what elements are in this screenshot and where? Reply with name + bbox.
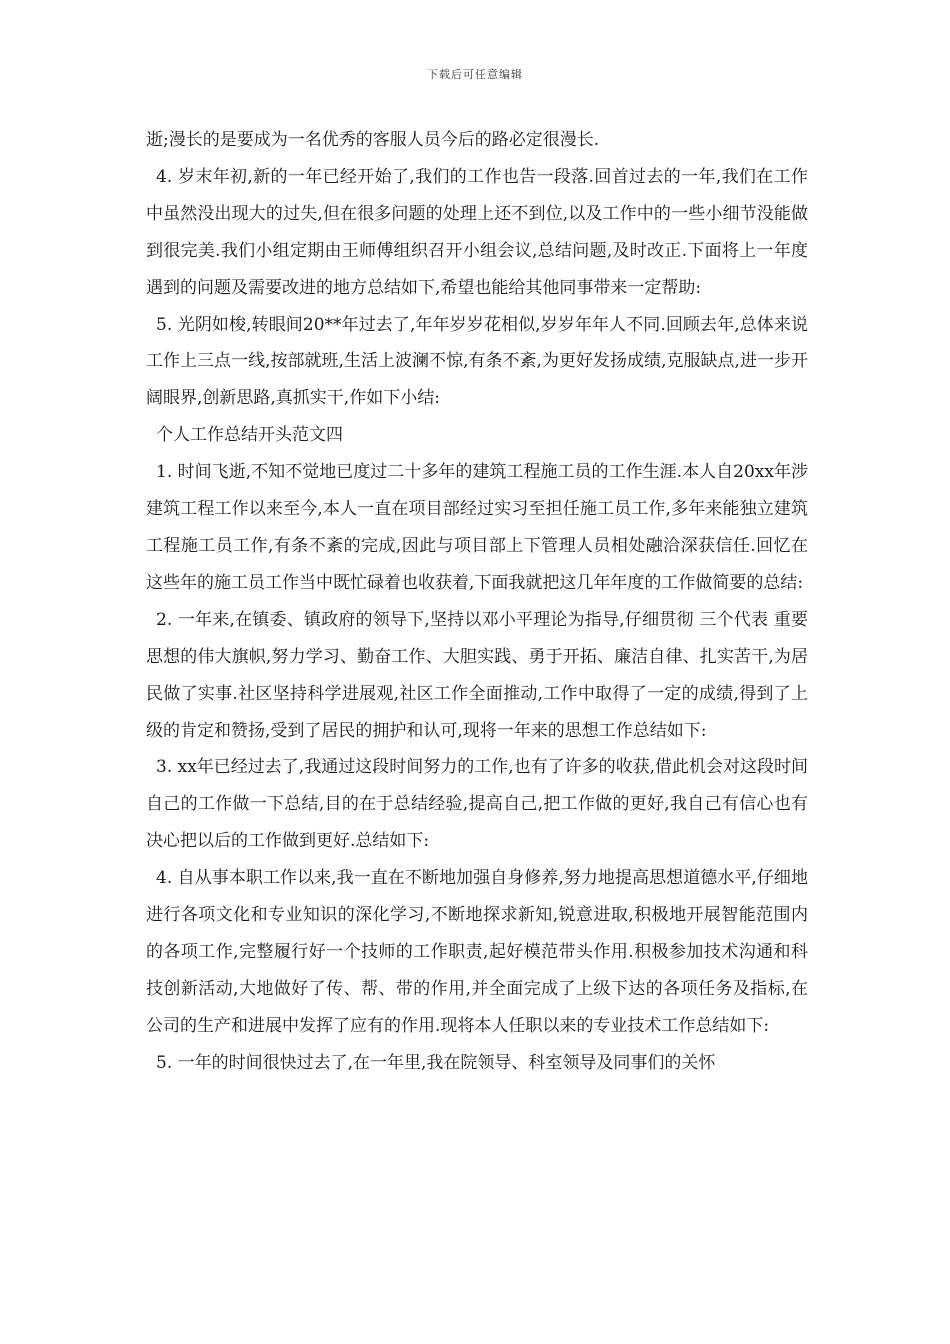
paragraph-continuation: 逝;漫长的是要成为一名优秀的客服人员今后的路必定很漫长. bbox=[146, 130, 600, 150]
section-heading: 个人工作总结开头范文四 bbox=[156, 425, 343, 446]
paragraph-section4-item-1: 1. 时间飞逝,不知不觉地已度过二十多年的建筑工程施工员的工作生涯.本人自20xx年涉建筑工程工作以来至今,本人一直在项目部经过实习至担任施工员工作,多年来能独立建筑工程施工员工作,有条不紊的完成,因此与项目部上下管理人员相处融洽深获信任.回忆在这些年的施工员工作当中既忙碌着也收获着,下面我就把这几年年度的工作做简要的总结: bbox=[146, 462, 808, 593]
document-body bbox=[146, 122, 808, 1082]
paragraph-item-4: 4. 岁末年初,新的一年已经开始了,我们的工作也告一段落.回首过去的一年,我们在工作中虽然没出现大的过失,但在很多问题的处理上还不到位,以及工作中的一些小细节没能做到很完美.我们小组定期由王师傅组织召开小组会议,总结问题,及时改正.下面将上一年度遇到的问题及需要改进的地方总结如下,希望也能给其他同事带来一定帮助: bbox=[146, 166, 808, 298]
page-header-note: 下载后可任意编辑 bbox=[427, 68, 523, 81]
paragraph-section4-item-2: 2. 一年来,在镇委、镇政府的领导下,坚持以邓小平理论为指导,仔细贯彻 三个代表 重要思想的伟大旗帜,努力学习、勤奋工作、大胆实践、勇于开拓、廉洁自律、扎实苦干,为居民做了实事.社区坚持科学进展观,社区工作全面推动,工作中取得了一定的成绩,得到了上级的肯定和赞扬,受到了居民的拥护和认可,现将一年来的思想工作总结如下: bbox=[146, 609, 808, 741]
paragraph-section4-item-4: 4. 自从事本职工作以来,我一直在不断地加强自身修养,努力地提高思想道德水平,仔细地进行各项文化和专业知识的深化学习,不断地探求新知,锐意进取,积极地开展智能范围内的各项工作,完整履行好一个技师的工作职责,起好模范带头作用.积极参加技术沟通和科技创新活动,大地做好了传、帮、带的作用,并全面完成了上级下达的各项任务及指标,在公司的生产和进展中发挥了应有的作用.现将本人任职以来的专业技术工作总结如下: bbox=[146, 868, 808, 1036]
paragraph-section4-item-5: 5. 一年的时间很快过去了,在一年里,我在院领导、科室领导及同事们的关怀 bbox=[156, 1052, 716, 1073]
paragraph-item-5: 5. 光阴如梭,转眼间20**年过去了,年年岁岁花相似,岁岁年年人不同.回顾去年,总体来说工作上三点一线,按部就班,生活上波澜不惊,有条不紊,为更好发扬成绩,克服缺点,进一步开阔眼界,创新思路,真抓实干,作如下小结: bbox=[146, 314, 808, 409]
paragraph-section4-item-3: 3. xx年已经过去了,我通过这段时间努力的工作,也有了许多的收获,借此机会对这段时间自己的工作做一下总结,目的在于总结经验,提高自己,把工作做的更好,我自己有信心也有决心把以后的工作做到更好.总结如下: bbox=[146, 757, 809, 852]
